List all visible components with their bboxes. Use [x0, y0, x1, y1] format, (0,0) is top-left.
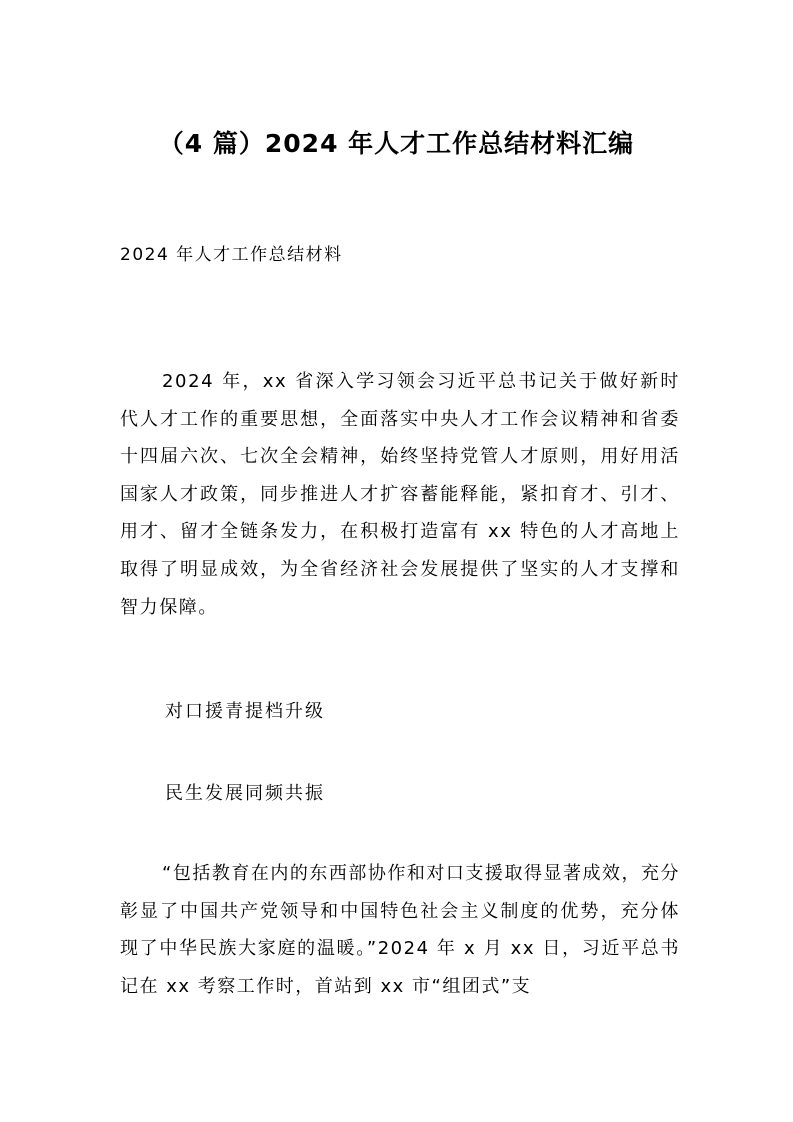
section-heading-aid-upgrade: 对口援青提档升级 — [165, 701, 325, 722]
body-paragraph-quote: “包括教育在内的东西部协作和对口支援取得显著成效，充分彰显了中国共产党领导和中国特色社会主义制度的优势，充分体现了中华民族大家庭的温暖。”2024 年 x 月 xx 日，习近平总书记在 xx 考察工作时，首站到 xx 市“组团式”支 — [120, 863, 680, 997]
section-heading-livelihood: 民生发展同频共振 — [165, 783, 325, 804]
document-title: （4 篇）2024 年人才工作总结材料汇编 — [158, 129, 635, 158]
document-subtitle: 2024 年人才工作总结材料 — [120, 245, 343, 265]
body-paragraph-intro: 2024 年，xx 省深入学习领会习近平总书记关于做好新时代人才工作的重要思想，全面落实中央人才工作会议精神和省委十四届六次、七次全会精神，始终坚持党管人才原则，用好用活国家人才政策，同步推进人才扩容蓄能释能，紧扣育才、引才、用才、留才全链条发力，在积极打造富有 xx 特色的人才高地上取得了明显成效，为全省经济社会发展提供了坚实的人才支撑和智力保障。 — [120, 371, 680, 618]
